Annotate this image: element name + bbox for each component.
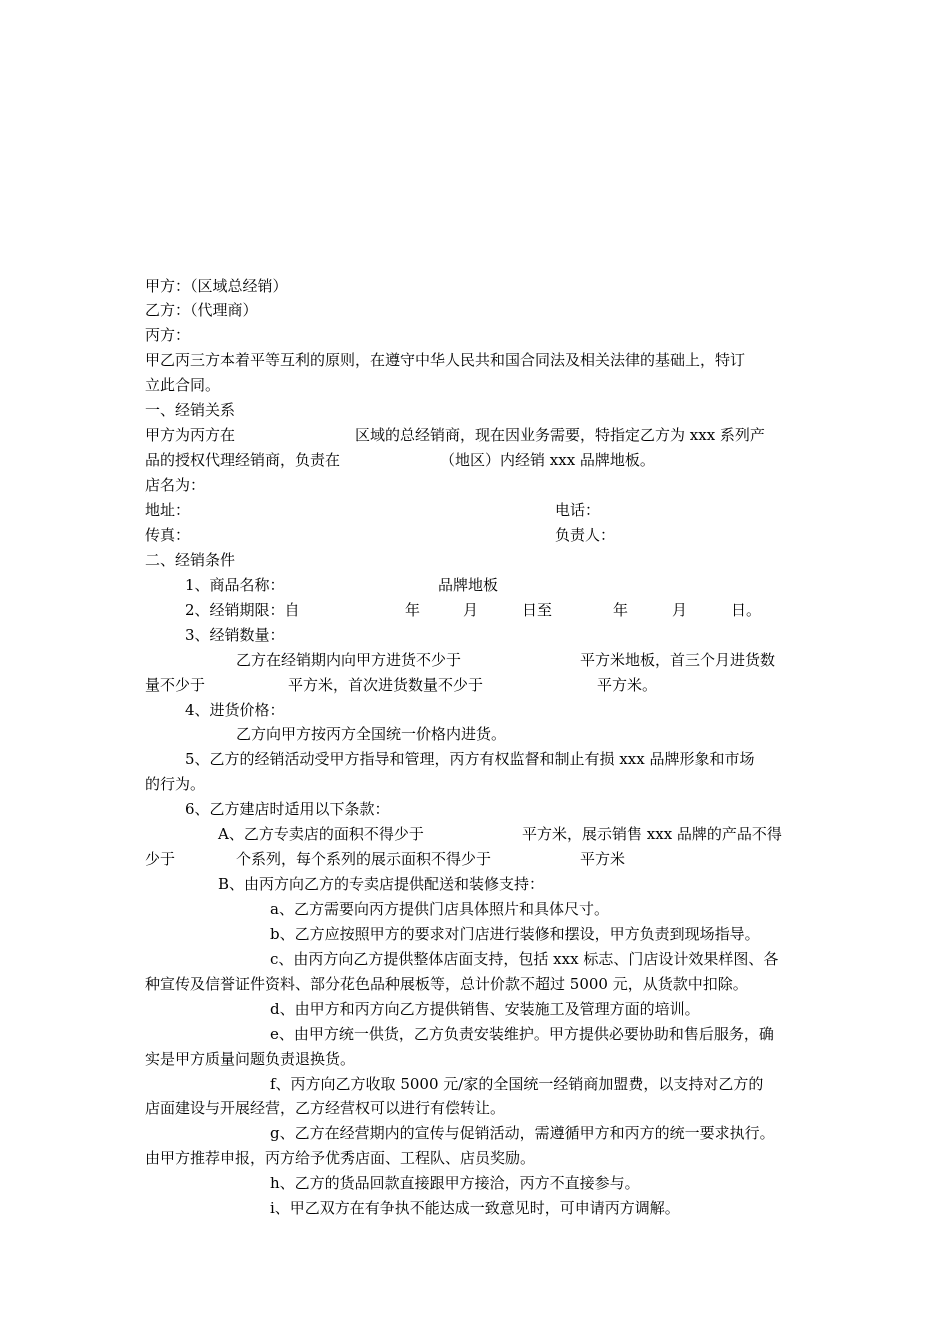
- sub-d-line: d、由甲方和丙方向乙方提供销售、安装施工及管理方面的培训。: [270, 1000, 700, 1018]
- sub-b-line: b、乙方应按照甲方的要求对门店进行装修和摆设，甲方负责到现场指导。: [270, 925, 760, 943]
- sub-h-line: h、乙方的货品回款直接跟甲方接洽，丙方不直接参与。: [270, 1174, 640, 1192]
- address-label: 地址：: [145, 501, 191, 519]
- sub-g-line-1: g、乙方在经营期内的宣传与促销活动，需遵循甲方和丙方的统一要求执行。: [270, 1124, 775, 1142]
- item6a-line2-c: 平方米: [580, 850, 626, 868]
- sub-a-line: a、乙方需要向丙方提供门店具体照片和具体尺寸。: [270, 900, 609, 918]
- item3-line1-b: 平方米地板，首三个月进货数: [580, 651, 776, 669]
- manager-label: 负责人：: [555, 526, 616, 544]
- item3-label: 3、经销数量：: [185, 626, 285, 644]
- sub-c-line-1: c、由丙方向乙方提供整体店面支持，包括 xxx 标志、门店设计效果样图、各: [270, 950, 779, 968]
- item1-value: 品牌地板: [438, 576, 499, 594]
- item3-line1-a: 乙方在经销期内向甲方进货不少于: [236, 651, 462, 669]
- item3-line2-a: 量不少于: [145, 676, 206, 694]
- preamble-line-1: 甲乙丙三方本着平等互利的原则，在遵守中华人民共和国合同法及相关法律的基础上，特订: [145, 351, 746, 369]
- item2-label: 2、经销期限：自: [185, 601, 300, 619]
- sub-i-line: i、甲乙双方在有争执不能达成一致意见时，可申请丙方调解。: [270, 1199, 680, 1217]
- item2-month-1: 月: [463, 601, 479, 619]
- section1-title: 一、经销关系: [145, 401, 236, 419]
- sub-f-line-2: 店面建设与开展经营，乙方经营权可以进行有偿转让。: [145, 1099, 506, 1117]
- item1-label: 1、商品名称：: [185, 576, 285, 594]
- party-c-line: 丙方：: [145, 326, 191, 344]
- item4-label: 4、进货价格：: [185, 701, 285, 719]
- sub-g-line-2: 由甲方推荐申报，丙方给予优秀店面、工程队、店员奖励。: [145, 1149, 536, 1167]
- party-b-line: 乙方：（代理商）: [145, 301, 258, 319]
- item4-text: 乙方向甲方按丙方全国统一价格内进货。: [236, 725, 507, 743]
- section1-line2-a: 品的授权代理经销商，负责在: [145, 451, 341, 469]
- item5-line-1: 5、乙方的经销活动受甲方指导和管理，丙方有权监督和制止有损 xxx 品牌形象和市场: [185, 750, 755, 768]
- preamble-line-2: 立此合同。: [145, 376, 221, 394]
- item2-year-1: 年: [405, 601, 421, 619]
- item2-day-2: 日。: [731, 601, 762, 619]
- sub-e-line-1: e、由甲方统一供货，乙方负责安装维护。甲方提供必要协助和售后服务，确: [270, 1025, 774, 1043]
- store-name-label: 店名为：: [145, 476, 206, 494]
- item2-month-2: 月: [672, 601, 688, 619]
- item6b-line: B、由丙方向乙方的专卖店提供配送和装修支持：: [218, 875, 545, 893]
- sub-e-line-2: 实是甲方质量问题负责退换货。: [145, 1050, 356, 1068]
- section1-line2-b: （地区）内经销 xxx 品牌地板。: [440, 451, 655, 469]
- item5-line-2: 的行为。: [145, 775, 206, 793]
- item6a-line1-a: A、乙方专卖店的面积不得少于: [218, 825, 424, 843]
- item6a-line2-b: 个系列，每个系列的展示面积不得少于: [236, 850, 492, 868]
- sub-f-line-1: f、丙方向乙方收取 5000 元/家的全国统一经销商加盟费，以支持对乙方的: [270, 1075, 764, 1093]
- section1-line1-b: 区域的总经销商，现在因业务需要，特指定乙方为 xxx 系列产: [355, 426, 765, 444]
- fax-label: 传真：: [145, 526, 191, 544]
- party-a-line: 甲方：（区域总经销）: [145, 277, 288, 295]
- section1-line1-a: 甲方为丙方在: [145, 426, 236, 444]
- sub-c-line-2: 种宣传及信誉证件资料、部分花色品种展板等，总计价款不超过 5000 元，从货款中扣除。: [145, 975, 748, 993]
- section2-title: 二、经销条件: [145, 551, 236, 569]
- item2-day-to: 日至: [522, 601, 553, 619]
- item3-line2-c: 平方米。: [597, 676, 658, 694]
- item6-label: 6、乙方建店时适用以下条款：: [185, 800, 390, 818]
- item6a-line2-a: 少于: [145, 850, 176, 868]
- item6a-line1-b: 平方米，展示销售 xxx 品牌的产品不得: [522, 825, 782, 843]
- item3-line2-b: 平方米，首次进货数量不少于: [288, 676, 484, 694]
- item2-year-2: 年: [613, 601, 629, 619]
- phone-label: 电话：: [555, 501, 601, 519]
